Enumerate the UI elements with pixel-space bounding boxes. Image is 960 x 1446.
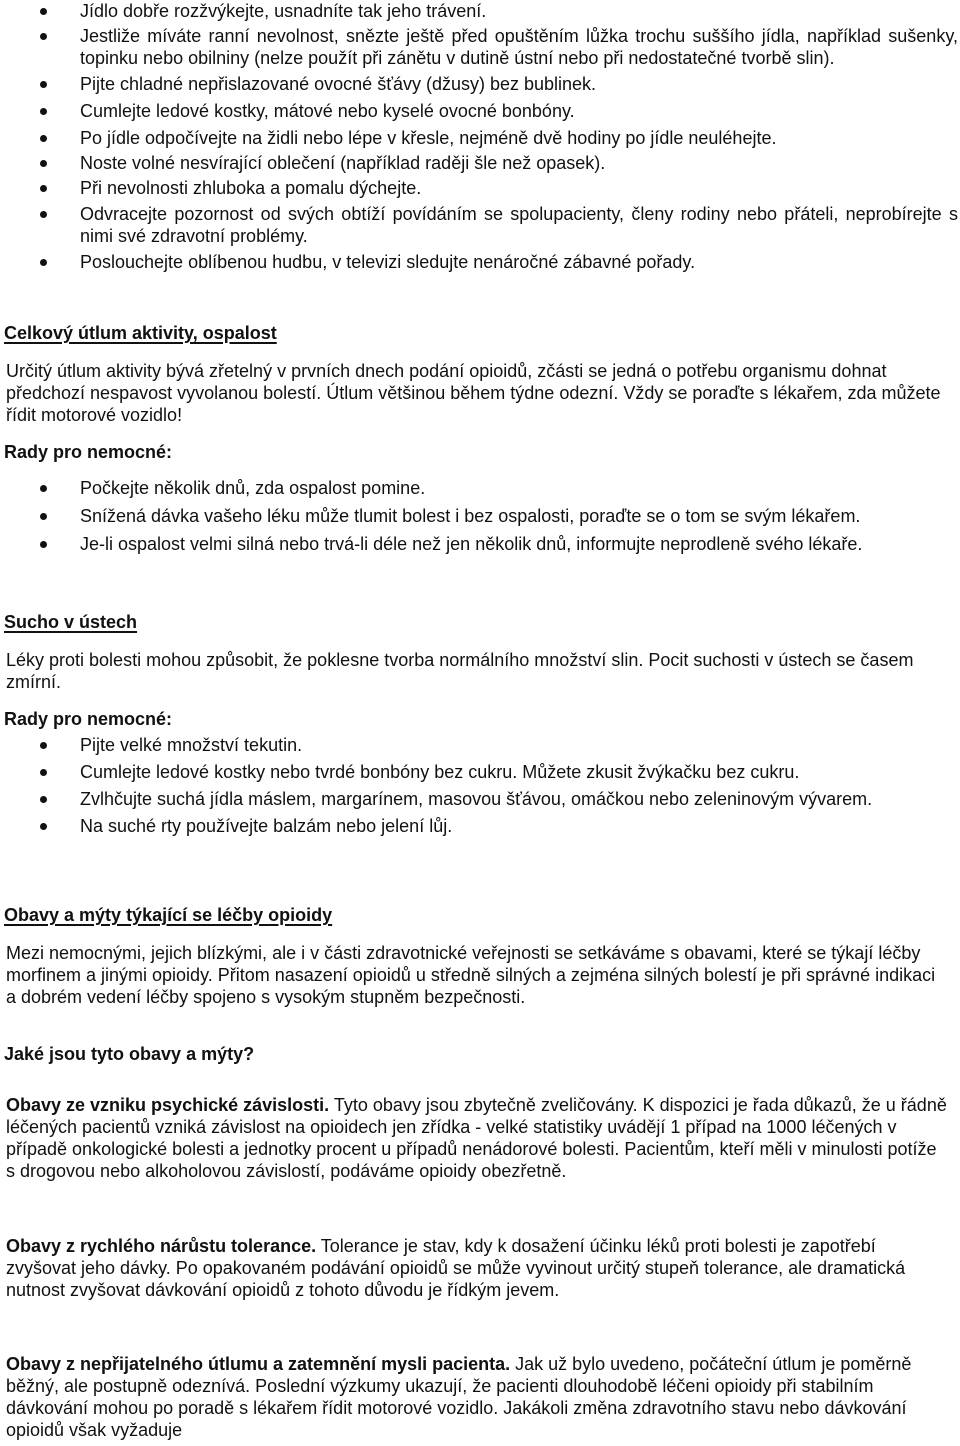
drowsiness-advice-list [0,477,960,555]
drowsiness-paragraph-block [0,360,960,426]
list-item: Je-li ospalost velmi silná nebo trvá-li déle než jen několik dnů, informujte neprodleně svého lékaře. [0,533,960,555]
list-item: Po jídle odpočívejte na židli nebo lépe v křesle, nejméně dvě hodiny po jídle neuléhejte. [0,127,960,149]
question-heading: Jaké jsou tyto obavy a mýty? [4,1044,255,1064]
myth-item-sedation [0,1353,960,1441]
list-item: Poslouchejte oblíbenou hudbu, v televizi sledujte nenáročné zábavné pořady. [0,251,960,273]
myths-question-block [0,1043,960,1065]
myth-lead: Obavy ze vzniku psychické závislosti. [6,1095,330,1115]
list-item: Na suché rty používejte balzám nebo jelení lůj. [0,815,960,837]
list-item: Jestliže míváte ranní nevolnost, snězte ještě před opuštěním lůžka trochu suššího jídla, například sušenky, topinku nebo obilniny (nelze použít při zánětu v dutině ústní nebo při nedostatečné tvorbě slin). [0,25,960,69]
list-item: Počkejte několik dnů, zda ospalost pomine. [0,477,960,499]
myth-item-dependence [0,1094,960,1182]
myth-item-tolerance [0,1235,960,1301]
myth-paragraph [0,1235,960,1301]
nausea-advice-list [0,0,960,273]
advice-subheading: Rady pro nemocné: [4,709,173,729]
section-heading: Obavy a mýty týkající se léčby opioidy [4,905,333,925]
list-item: Cumlejte ledové kostky nebo tvrdé bonbóny bez cukru. Můžete zkusit žvýkačku bez cukru. [0,761,960,783]
section-heading: Sucho v ústech [4,612,138,632]
list-item: Noste volné nesvírající oblečení (například raději šle než opasek). [0,152,960,174]
dry-mouth-advice-list-block [0,734,960,837]
myth-text: Tyto obavy jsou zbytečně zveličovány. K dispozici je řada důkazů, že u řádně léčených pacientů vzniká závislost na opioidech jen zřídka - velké statistiky uvádějí 1 případ na 1000 léčených v případě onkologické bolesti a jednotky procent u případů nenádorové bolesti. Pacientům, kteří měli v minulosti potíže s drogovou nebo alkoholovou závislostí, podáváme opioidy obezřetně. [6,1095,947,1181]
drowsiness-advice-heading-block [0,441,960,463]
drowsiness-section [0,322,960,344]
section-paragraph: Mezi nemocnými, jejich blízkými, ale i v části zdravotnické veřejnosti se setkáváme s obavami, které se týkají léčby morfinem a jinými opioidy. Přitom nasazení opioidů u středně silných a zejména silných bolestí je při správné indikaci a dobrém vedení léčby spojeno s vysokým stupněm bezpečnosti. [6,943,936,1007]
dry-mouth-paragraph-block [0,649,960,693]
myth-text: Jak už bylo uvedeno, počáteční útlum je poměrně běžný, ale postupně odeznívá. Poslední výzkumy ukazují, že pacienti dlouhodobě léčeni opioidy při stabilním dávkování mohou po poradě s lékařem řídit motorové vozidlo. Jakákoli změna zdravotního stavu nebo dávkování opioidů však vyžaduje [6,1354,912,1440]
list-item: Zvlhčujte suchá jídla máslem, margarínem, masovou šťávou, omáčkou nebo zeleninovým vývarem. [0,788,960,810]
dry-mouth-advice-list [0,734,960,837]
list-item: Pijte chladné nepřislazované ovocné šťávy (džusy) bez bublinek. [0,73,960,95]
section-heading: Celkový útlum aktivity, ospalost [4,323,277,343]
list-item: Snížená dávka vašeho léku může tlumit bolest i bez ospalosti, poraďte se o tom se svým lékařem. [0,505,960,527]
myth-text: Tolerance je stav, kdy k dosažení účinku léků proti bolesti je zapotřebí zvyšovat jeho dávky. Po opakovaném podávání opioidů se může vyvinout určitý stupeň tolerance, ale dramatická nutnost zvyšovat dávkování opioidů z tohoto důvodu je řídkým jevem. [6,1236,906,1300]
nausea-advice-list-block [0,0,960,273]
myth-lead: Obavy z nepřijatelného útlumu a zatemnění mysli pacienta. [6,1354,511,1374]
myths-section [0,904,960,926]
section-paragraph: Léky proti bolesti mohou způsobit, že poklesne tvorba normálního množství slin. Pocit suchosti v ústech se časem zmírní. [6,650,914,692]
dry-mouth-section [0,611,960,633]
myth-paragraph [0,1094,960,1182]
myths-paragraph-block [0,942,960,1008]
list-item: Cumlejte ledové kostky, mátové nebo kyselé ovocné bonbóny. [0,100,960,122]
list-item: Pijte velké množství tekutin. [0,734,960,756]
myth-lead: Obavy z rychlého nárůstu tolerance. [6,1236,317,1256]
advice-subheading: Rady pro nemocné: [4,442,173,462]
myth-paragraph [0,1353,960,1441]
list-item: Při nevolnosti zhluboka a pomalu dýchejte. [0,177,960,199]
dry-mouth-advice-heading-block [0,708,960,730]
section-paragraph: Určitý útlum aktivity bývá zřetelný v prvních dnech podání opioidů, zčásti se jedná o potřebu organismu dohnat předchozí nespavost vyvolanou bolestí. Útlum většinou během týdne odezní. Vždy se poraďte s lékařem, zda můžete řídit motorové vozidlo! [6,361,941,425]
drowsiness-advice-list-block [0,477,960,555]
list-item: Odvracejte pozornost od svých obtíží povídáním se spolupacienty, členy rodiny nebo přáteli, neprobírejte s nimi své zdravotní problémy. [0,203,960,247]
list-item: Jídlo dobře rozžvýkejte, usnadníte tak jeho trávení. [0,0,960,22]
